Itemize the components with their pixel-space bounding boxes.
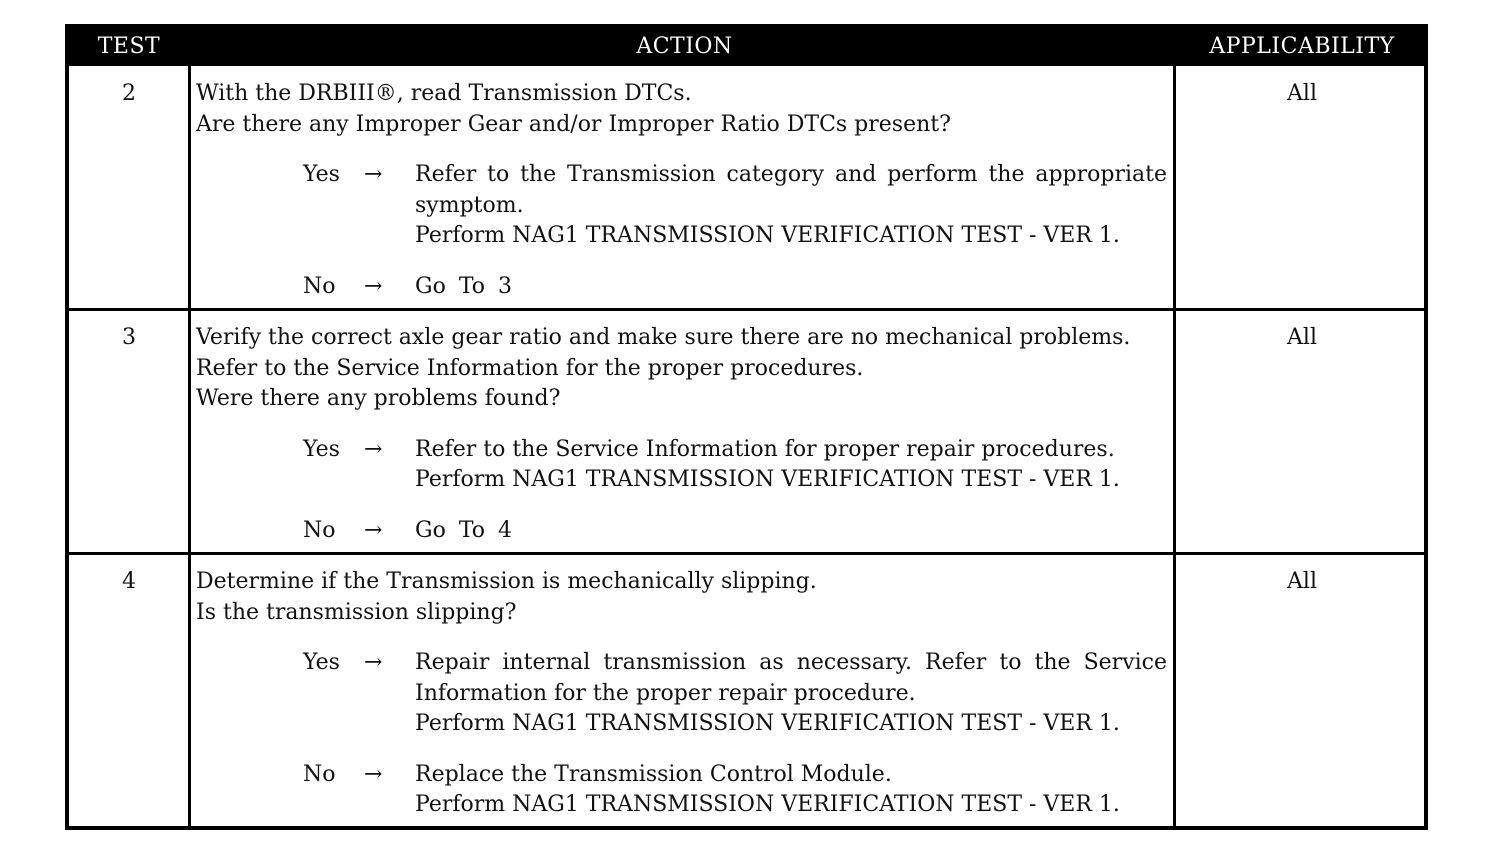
action-cell [196, 567, 1171, 821]
result-line: Perform NAG1 TRANSMISSION VERIFICATION TEST - VER 1. [415, 792, 1120, 817]
question-line: Is the transmission slipping? [196, 599, 517, 625]
header-action: ACTION [636, 34, 733, 59]
no-label: No [303, 273, 336, 299]
result-line: Replace the Transmission Control Module. [415, 761, 892, 787]
yes-result [415, 648, 1167, 740]
result-line: Refer to the Service Information for proper repair procedures. [415, 436, 1115, 462]
question-line: Determine if the Transmission is mechanically slipping. [196, 569, 817, 594]
question-line: Were there any problems found? [196, 386, 561, 411]
no-result [415, 760, 1167, 821]
result-line: Perform NAG1 TRANSMISSION VERIFICATION TEST - VER 1. [415, 223, 1120, 248]
no-option [196, 272, 1171, 303]
yes-option [196, 435, 1171, 496]
yes-result [415, 435, 1167, 496]
goto-text: Go To 3 [415, 273, 513, 299]
table-header [69, 28, 1424, 66]
yes-option [196, 160, 1171, 252]
arrow-right-icon: → [364, 650, 383, 675]
header-applicability: APPLICABILITY [1209, 34, 1395, 59]
question-line: With the DRBIII®, read Transmission DTCs. [196, 81, 692, 106]
column-divider-test [188, 66, 191, 830]
row-divider [69, 552, 1424, 555]
arrow-right-icon: → [364, 761, 383, 787]
arrow-right-icon: → [364, 436, 383, 462]
applicability-value: All [1287, 81, 1317, 106]
action-cell [196, 323, 1171, 546]
test-number: 3 [122, 325, 136, 350]
header-test: TEST [97, 34, 161, 59]
no-option [196, 760, 1171, 821]
diagnostic-test-table [65, 24, 1428, 830]
arrow-right-icon: → [364, 162, 383, 187]
applicability-value: All [1287, 325, 1317, 350]
arrow-right-icon: → [364, 273, 383, 299]
question-line: Refer to the Service Information for the proper procedures. [196, 355, 864, 381]
yes-result [415, 160, 1167, 252]
column-divider-applicability [1173, 66, 1176, 830]
no-result [415, 272, 1167, 303]
goto-text: Go To 4 [415, 517, 513, 543]
arrow-right-icon: → [364, 517, 383, 543]
no-label: No [303, 761, 336, 787]
applicability-value: All [1287, 569, 1317, 594]
yes-option [196, 648, 1171, 740]
question-line: Verify the correct axle gear ratio and make sure there are no mechanical problems. [196, 325, 1131, 350]
yes-label: Yes [303, 162, 340, 187]
result-line: Refer to the Transmission category and perform the appropriate symptom. [415, 162, 1167, 218]
no-result [415, 516, 1167, 547]
result-line: Repair internal transmission as necessary. Refer to the Service Information for the proper repair procedure. [415, 650, 1167, 706]
yes-label: Yes [303, 650, 340, 675]
test-number: 2 [122, 81, 136, 106]
question-line: Are there any Improper Gear and/or Improper Ratio DTCs present? [196, 111, 951, 137]
action-cell [196, 79, 1171, 302]
test-number: 4 [122, 569, 136, 594]
result-line: Perform NAG1 TRANSMISSION VERIFICATION TEST - VER 1. [415, 467, 1120, 492]
row-divider [69, 308, 1424, 311]
no-option [196, 516, 1171, 547]
result-line: Perform NAG1 TRANSMISSION VERIFICATION TEST - VER 1. [415, 711, 1120, 736]
yes-label: Yes [303, 436, 340, 462]
no-label: No [303, 517, 336, 543]
